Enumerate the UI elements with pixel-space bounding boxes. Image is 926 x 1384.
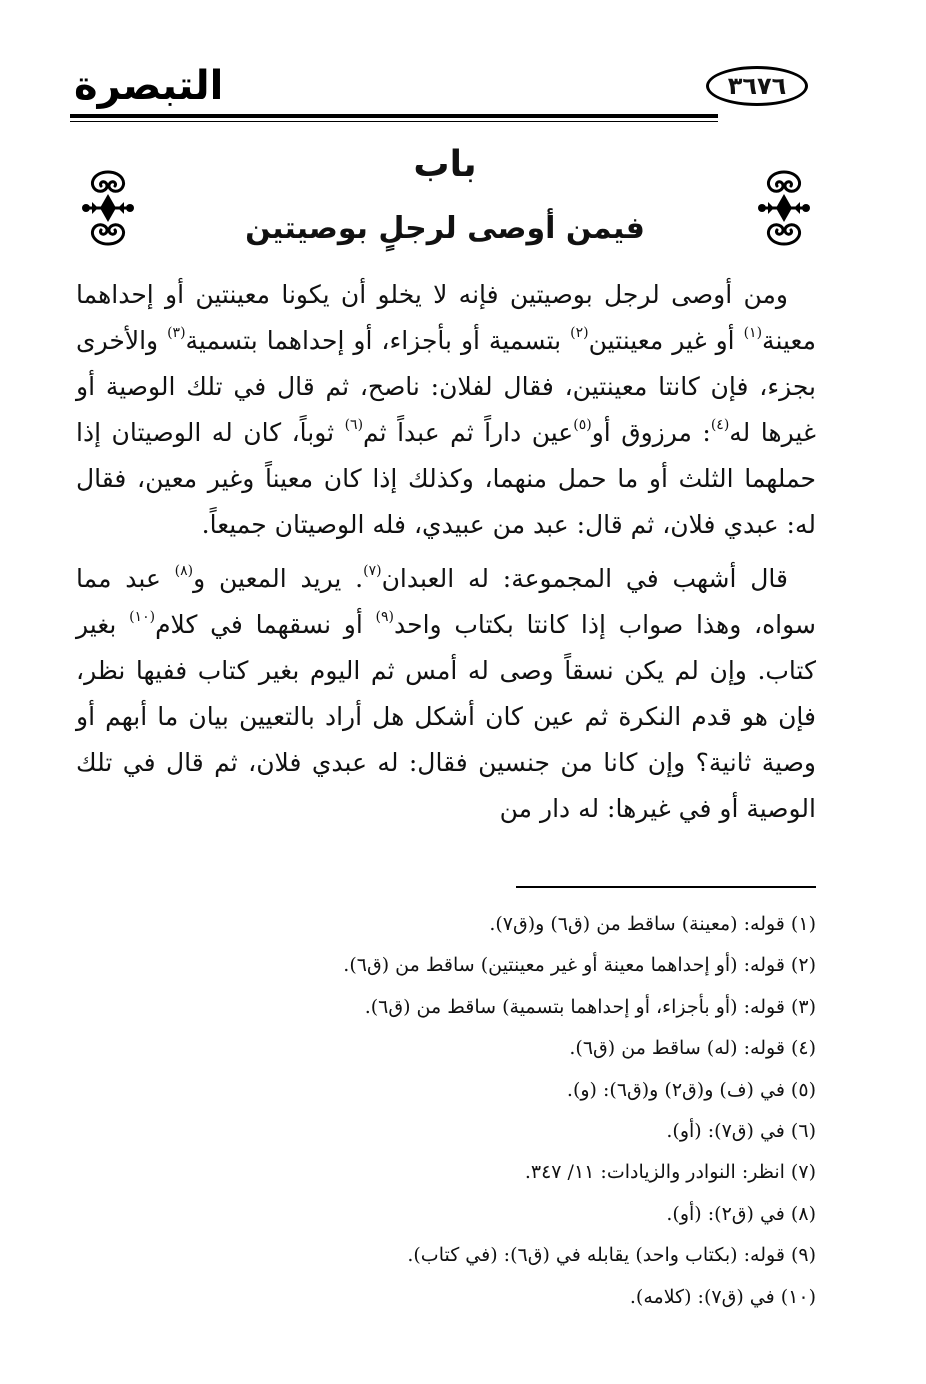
paragraph-text: عين داراً ثم عبداً ثم	[363, 418, 574, 447]
header-rule	[70, 114, 718, 118]
page-number-frame	[706, 66, 808, 106]
footnote-reference: (١)	[743, 325, 763, 341]
footnote: (٢) قوله: (أو إحداهما معينة أو غير معينتين) ساقط من (ق٦).	[343, 954, 816, 977]
paragraph-text: : مرزوق أو	[591, 418, 711, 447]
footnote: (٣) قوله: (أو بأجزاء، أو إحداهما بتسمية) ساقط من (ق٦).	[364, 995, 816, 1018]
paragraph-text: قال أشهب في المجموعة: له العبدان	[381, 564, 788, 593]
footnote: (٧) انظر: النوادر والزيادات: ١١/ ٣٤٧.	[524, 1161, 816, 1184]
footnote: (٤) قوله: (له) ساقط من (ق٦).	[569, 1037, 816, 1060]
chapter-title: فيمن أوصى لرجلٍ بوصيتين	[245, 211, 645, 246]
page-number: ٣٦٧٦	[727, 72, 787, 100]
footnotes-list	[96, 904, 816, 1318]
paragraph-text: ومن أوصى لرجل بوصيتين فإنه لا يخلو أن يكونا معينتين أو إحداهما معينة	[76, 280, 816, 355]
footnote-separator	[516, 886, 816, 888]
footnote: (٨) في (ق٢): (أو).	[666, 1202, 816, 1225]
footnote-reference: (٥)	[573, 417, 592, 433]
footnote-reference: (٧)	[363, 563, 382, 579]
chapter-heading: باب	[413, 144, 477, 185]
body-text	[76, 272, 816, 832]
footnote-reference: (٦)	[344, 417, 364, 433]
footnote: (١) قوله: (معينة) ساقط من (ق٦) و(ق٧).	[489, 913, 816, 935]
footnote: (٩) قوله: (بكتاب واحد) يقابله في (ق٦): (في كتاب).	[407, 1244, 816, 1267]
body-paragraph	[76, 556, 816, 832]
body-paragraph	[76, 272, 816, 548]
header-rule-thin	[70, 121, 718, 122]
paragraph-text: بتسمية أو بأجزاء، أو إحداهما بتسمية	[185, 326, 571, 355]
paragraph-text: ثوباً، كان له الوصيتان إذا حملهما الثلث أو ما حمل منهما، وكذلك إذا كان معيناً وغير معين، فقال له: عبدي فلان، ثم قال: عبد من عبيدي، فله الوصيتان جميعاً.	[76, 418, 816, 539]
footnote-reference: (٣)	[167, 325, 186, 341]
footnote-reference: (٤)	[710, 417, 730, 433]
paragraph-text: عبد مما سواه، وهذا صواب إذا كانتا بكتاب واحد	[76, 564, 816, 639]
footnote-reference: (٩)	[375, 609, 395, 625]
page-header	[70, 60, 830, 132]
paragraph-text: . يريد المعين و	[193, 564, 364, 593]
footnote-reference: (٢)	[570, 325, 589, 341]
footnote: (٥) في (ف) و(ق٢) و(ق٦): (و).	[566, 1078, 816, 1101]
book-title: التبصرة	[74, 63, 224, 109]
footnote-reference: (٨)	[174, 563, 194, 579]
footnote-reference: (١٠)	[129, 609, 156, 625]
paragraph-text: بغير كتاب. وإن لم يكن نسقاً وصى له أمس ثم اليوم بغير كتاب ففيها نظر، فإن هو قدم النكرة ثم عين كان أشكل هل أراد بالتعيين بيان ما أبهم أو وصية ثانية؟ وإن كانا من جنسين فقال: له عبدي فلان، ثم قال في تلك الوصية أو في غيرها: له دار من	[76, 610, 816, 823]
footnote: (٦) في (ق٧): (أو).	[666, 1120, 816, 1143]
paragraph-text: أو نسقهما في كلام	[155, 610, 376, 639]
paragraph-text: أو غير معينتين	[588, 326, 744, 355]
footnote: (١٠) في (ق٧): (كلامه).	[629, 1285, 816, 1308]
paragraph-text: والأخرى بجزء، فإن كانتا معينتين، فقال لفلان: ناصح، ثم قال في تلك الوصية أو غيرها له	[76, 326, 816, 447]
